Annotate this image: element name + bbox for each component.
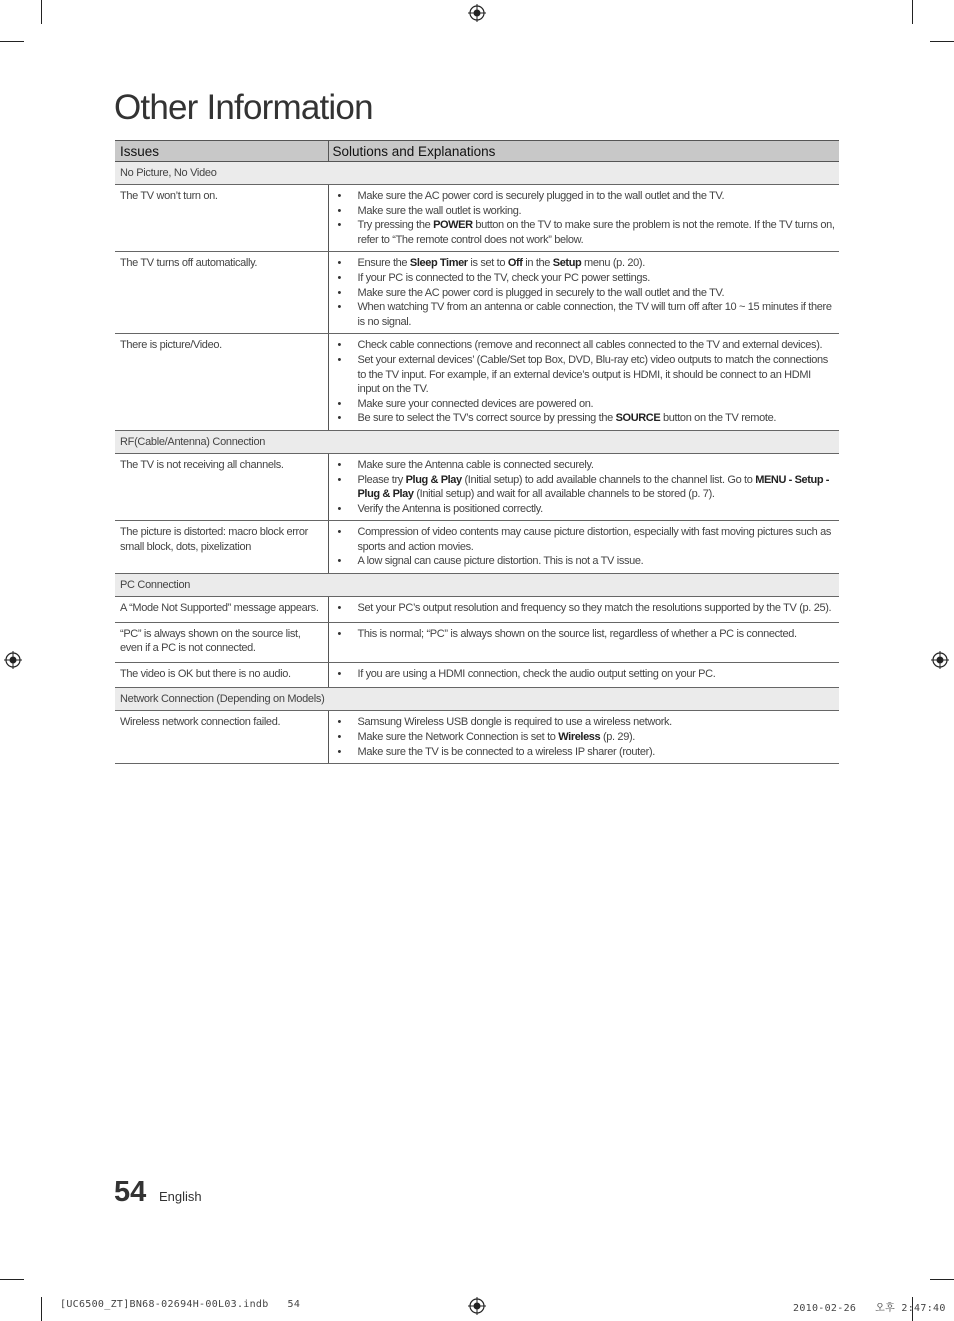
crop-mark	[41, 1297, 42, 1321]
emphasized-term: Sleep Timer	[409, 257, 468, 270]
table-row	[115, 334, 839, 431]
emphasized-term: SOURCE	[615, 412, 661, 425]
category-row	[115, 430, 839, 453]
solution-item	[329, 473, 836, 502]
solution-item	[329, 218, 836, 247]
table-row	[115, 252, 839, 334]
solution-text: Make sure the AC power cord is securely plugged in to the wall outlet and the TV.	[357, 190, 725, 202]
table-header-row	[115, 141, 839, 162]
solution-text: is set to	[467, 257, 508, 270]
registration-mark-icon	[468, 1297, 486, 1315]
category-label: PC Connection	[115, 574, 839, 597]
solution-list	[329, 338, 836, 426]
solution-text: (p. 29).	[600, 731, 635, 744]
emphasized-term: Off	[507, 257, 523, 270]
category-row	[115, 688, 839, 711]
solution-list	[329, 525, 836, 569]
solution-item	[329, 525, 836, 554]
solution-text: If you are using a HDMI connection, check the audio output setting on your PC.	[357, 667, 716, 680]
page-number: 54	[114, 1176, 147, 1208]
solution-text: Check cable connections (remove and reconnect all cables connected to the TV and external devices).	[357, 339, 823, 352]
solution-list	[329, 256, 836, 329]
solution-text: in the	[522, 257, 553, 270]
print-slug-file: [UC6500_ZT]BN68-02694H-00L03.indb 54	[60, 1299, 301, 1310]
issue-cell: “PC” is always shown on the source list, even if a PC is not connected.	[115, 622, 328, 662]
registration-mark-icon	[4, 651, 22, 669]
solution-cell	[328, 453, 839, 520]
solution-item	[329, 397, 836, 412]
solution-item	[329, 338, 836, 353]
solution-text: Set your external devices’ (Cable/Set top Box, DVD, Blu-ray etc) video outputs to match the connections to the TV input. For example, if an external device’s output is HDMI, it should be connect to an HDMI input on the TV.	[357, 353, 828, 396]
crop-mark	[0, 1279, 24, 1280]
solution-item	[329, 353, 836, 397]
table-row	[115, 711, 839, 764]
solution-cell	[328, 521, 839, 574]
solution-list	[329, 715, 836, 759]
solution-text: button on the TV to make sure the problem is not the remote. If the TV turns on, refer to “The remote control does not work” below.	[357, 219, 835, 246]
solution-text: This is normal; “PC” is always shown on the source list, regardless of whether a PC is connected.	[357, 627, 797, 640]
table-row	[115, 521, 839, 574]
emphasized-term: Wireless	[558, 731, 601, 744]
crop-mark	[41, 0, 42, 24]
solution-cell	[328, 662, 839, 688]
solution-item	[329, 554, 836, 569]
issue-cell: There is picture/Video.	[115, 334, 328, 431]
category-row	[115, 574, 839, 597]
solution-text: A low signal can cause picture distortion. This is not a TV issue.	[357, 555, 644, 568]
solution-text: Make sure the AC power cord is plugged in securely to the wall outlet and the TV.	[357, 286, 725, 299]
header-solutions: Solutions and Explanations	[328, 141, 839, 162]
issue-cell: Wireless network connection failed.	[115, 711, 328, 764]
solution-item	[329, 627, 836, 642]
page-language: English	[159, 1189, 202, 1204]
solution-text: (Initial setup) and wait for all available channels to be stored (p. 7).	[413, 488, 715, 501]
crop-mark	[0, 41, 24, 42]
solution-text: Verify the Antenna is positioned correctly.	[357, 502, 543, 515]
solution-text: Set your PC’s output resolution and frequency so they match the resolutions supported by the TV (p. 25).	[357, 602, 832, 615]
print-slug-date: 2010-02-26 오후 2:47:40	[793, 1303, 946, 1314]
issue-cell: The TV turns off automatically.	[115, 252, 328, 334]
solution-item	[329, 502, 836, 517]
category-row	[115, 162, 839, 185]
solution-item	[329, 204, 836, 219]
solution-item	[329, 667, 836, 682]
header-issues: Issues	[115, 141, 328, 162]
solution-list	[329, 601, 836, 616]
issue-cell: The video is OK but there is no audio.	[115, 662, 328, 688]
crop-mark	[930, 41, 954, 42]
solution-text: Samsung Wireless USB dongle is required to use a wireless network.	[357, 716, 672, 729]
solution-text: Be sure to select the TV’s correct source by pressing the	[357, 412, 616, 425]
table-row	[115, 662, 839, 688]
solution-text: Compression of video contents may cause picture distortion, especially with fast moving pictures such as sports and action movies.	[357, 526, 832, 553]
emphasized-term: POWER	[433, 219, 473, 232]
solution-text: Make sure the Network Connection is set to	[357, 731, 559, 744]
solution-text: (Initial setup) to add available channels to the channel list. Go to	[461, 473, 756, 486]
solution-text: Make sure the wall outlet is working.	[357, 204, 522, 217]
solution-item	[329, 271, 836, 286]
solution-item	[329, 411, 836, 426]
registration-mark-icon	[468, 4, 486, 22]
solution-text: button on the TV remote.	[660, 412, 777, 425]
solution-cell	[328, 334, 839, 431]
emphasized-term: Setup	[552, 257, 582, 270]
category-label: No Picture, No Video	[115, 162, 839, 185]
solution-cell	[328, 597, 839, 623]
issue-cell: The picture is distorted: macro block error small block, dots, pixelization	[115, 521, 328, 574]
solution-text: Please try	[357, 473, 406, 486]
solution-item	[329, 458, 836, 473]
table-row	[115, 622, 839, 662]
solution-item	[329, 256, 836, 271]
solution-cell	[328, 185, 839, 252]
solution-item	[329, 286, 836, 301]
issue-cell: The TV is not receiving all channels.	[115, 453, 328, 520]
solution-item	[329, 715, 836, 730]
emphasized-term: Plug & Play	[405, 473, 462, 486]
table-row	[115, 453, 839, 520]
issue-cell: The TV won’t turn on.	[115, 185, 328, 252]
solution-item	[329, 189, 836, 204]
issue-cell: A “Mode Not Supported” message appears.	[115, 597, 328, 623]
solution-list	[329, 189, 836, 247]
crop-mark	[930, 1279, 954, 1280]
solution-item	[329, 300, 836, 329]
solution-cell	[328, 622, 839, 662]
category-label: RF(Cable/Antenna) Connection	[115, 430, 839, 453]
solution-text: Try pressing the	[357, 219, 434, 232]
solution-cell	[328, 252, 839, 334]
solution-list	[329, 458, 836, 516]
page-title: Other Information	[114, 88, 373, 127]
solution-item	[329, 601, 836, 616]
solution-text: If your PC is connected to the TV, check your PC power settings.	[357, 271, 650, 284]
solution-text: menu (p. 20).	[581, 257, 645, 270]
table-row	[115, 597, 839, 623]
solution-cell	[328, 711, 839, 764]
category-label: Network Connection (Depending on Models)	[115, 688, 839, 711]
solution-text: Make sure the Antenna cable is connected securely.	[357, 458, 594, 471]
emphasized-term: MENU - Setup - Plug & Play	[357, 473, 830, 501]
solution-list	[329, 627, 836, 642]
table-body	[115, 162, 839, 764]
crop-mark	[912, 0, 913, 24]
troubleshooting-table	[115, 140, 839, 764]
solution-item	[329, 745, 836, 760]
solution-text: When watching TV from an antenna or cable connection, the TV will turn off after 10 ~ 15 minutes if there is no signal.	[357, 301, 832, 328]
registration-mark-icon	[931, 651, 949, 669]
solution-text: Make sure your connected devices are powered on.	[357, 397, 594, 410]
solution-list	[329, 667, 836, 682]
solution-text: Make sure the TV is be connected to a wireless IP sharer (router).	[357, 745, 655, 758]
solution-item	[329, 730, 836, 745]
solution-text: Ensure the	[357, 257, 410, 270]
table-row	[115, 185, 839, 252]
